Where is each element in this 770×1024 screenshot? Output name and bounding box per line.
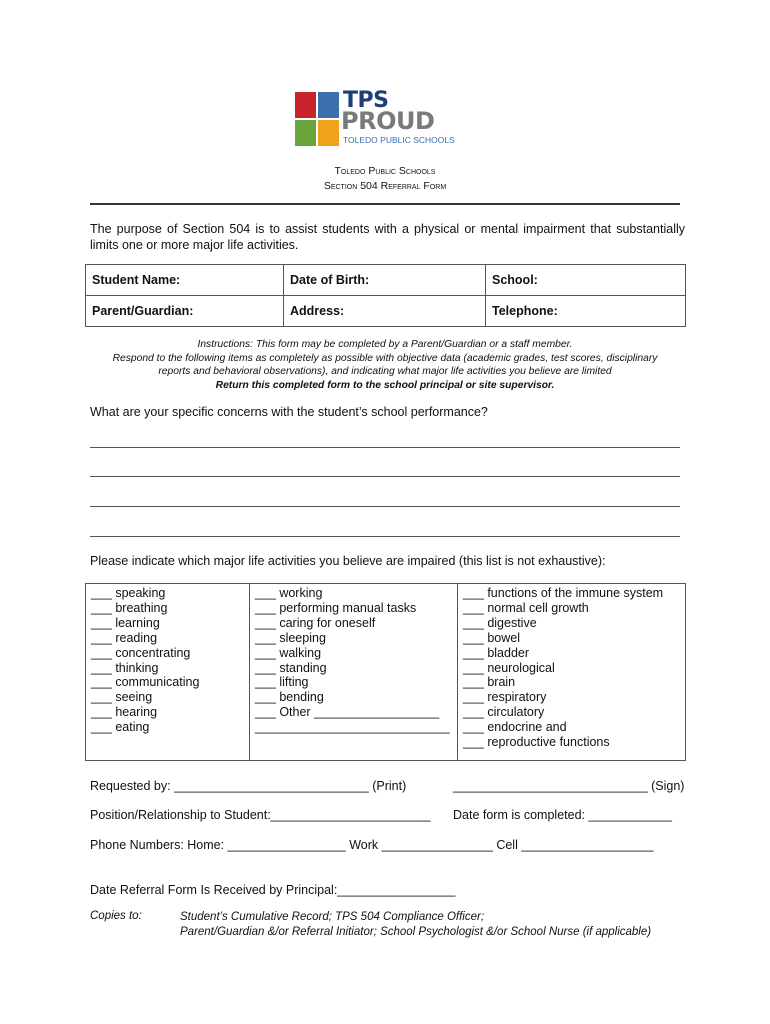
logo-text-tps: TPS xyxy=(343,88,389,113)
activity-item[interactable]: ___ bending xyxy=(255,690,324,705)
activity-item[interactable]: ___ reading xyxy=(91,630,158,645)
logo-tiles xyxy=(295,92,339,146)
concerns-answer-line[interactable] xyxy=(90,536,680,537)
logo-tagline: TOLEDO PUBLIC SCHOOLS xyxy=(343,135,455,145)
student-info-table xyxy=(85,264,686,327)
date-of-birth-field[interactable]: Date of Birth: xyxy=(284,265,486,296)
activity-item[interactable]: ___ bowel xyxy=(463,630,520,645)
activity-item[interactable]: ___ bladder xyxy=(463,645,530,660)
purpose-statement: The purpose of Section 504 is to assist students with a physical or mental impairment that substantially limits one or more major life activities. xyxy=(90,222,685,252)
activity-item[interactable]: ___ walking xyxy=(255,645,322,660)
activity-item[interactable]: ___ communicating xyxy=(91,675,200,690)
concerns-question: What are your specific concerns with the student’s school performance? xyxy=(90,405,488,419)
activity-item[interactable]: ___ sleeping xyxy=(255,630,326,645)
logo-tile-red xyxy=(295,92,316,118)
school-field[interactable]: School: xyxy=(486,265,686,296)
life-activities-box xyxy=(85,583,686,761)
activity-item[interactable]: ___ respiratory xyxy=(463,690,547,705)
activity-item[interactable]: ___ concentrating xyxy=(91,645,191,660)
instructions-line: Instructions: This form may be completed by a Parent/Guardian or a staff member. xyxy=(197,339,573,350)
activity-item[interactable]: ___ performing manual tasks xyxy=(255,600,417,615)
activity-item[interactable]: ___ functions of the immune system xyxy=(463,586,664,600)
logo-tile-orange xyxy=(318,120,339,146)
activity-item[interactable]: ___ eating xyxy=(91,720,150,735)
activities-column-2 xyxy=(250,584,458,760)
concerns-answer-line[interactable] xyxy=(90,447,680,448)
concerns-answer-line[interactable] xyxy=(90,506,680,507)
activity-item[interactable]: ___ neurological xyxy=(463,660,555,675)
requested-by-field[interactable]: Requested by: ____________________________ (Print) xyxy=(90,779,407,793)
activity-item[interactable]: ___ working xyxy=(255,586,323,600)
signature-field[interactable]: ____________________________ (Sign) xyxy=(453,779,685,793)
activity-item[interactable]: ___ hearing xyxy=(91,705,158,720)
activity-item[interactable]: ___ thinking xyxy=(91,660,159,675)
concerns-answer-line[interactable] xyxy=(90,476,680,477)
activities-column-1 xyxy=(86,584,250,760)
copies-line: Parent/Guardian &/or Referral Initiator; School Psychologist &/or School Nurse (if applicable) xyxy=(180,926,652,938)
date-received-field[interactable]: Date Referral Form Is Received by Principal:_________________ xyxy=(90,883,456,897)
form-title-name: Section 504 Referral Form xyxy=(323,180,447,192)
activity-item[interactable]: ___ breathing xyxy=(91,600,168,615)
activity-item[interactable]: ___ learning xyxy=(91,615,160,630)
tps-proud-logo xyxy=(295,90,480,148)
activity-other-line[interactable]: ____________________________ xyxy=(255,720,450,735)
copies-label: Copies to: xyxy=(90,910,142,922)
title-divider xyxy=(90,203,680,205)
copies-line: Student’s Cumulative Record; TPS 504 Compliance Officer; xyxy=(180,911,485,923)
phone-numbers-field[interactable]: Phone Numbers: Home: _________________ Work ________________ Cell ___________________ xyxy=(90,838,654,852)
instructions-return-line: Return this completed form to the school principal or site supervisor. xyxy=(215,379,555,391)
telephone-field[interactable]: Telephone: xyxy=(486,296,686,327)
logo-tile-green xyxy=(295,120,316,146)
activity-item[interactable]: ___ brain xyxy=(463,675,516,690)
activities-column-3 xyxy=(458,584,686,760)
activity-item[interactable]: ___ digestive xyxy=(463,615,537,630)
activity-item[interactable]: ___ seeing xyxy=(91,690,153,705)
life-activities-question: Please indicate which major life activities you believe are impaired (this list is not exhaustive): xyxy=(90,554,606,568)
address-field[interactable]: Address: xyxy=(284,296,486,327)
activity-other-item[interactable]: ___ Other __________________ xyxy=(255,705,440,720)
table-row xyxy=(86,296,686,327)
activity-item[interactable]: ___ endocrine and xyxy=(463,720,567,735)
instructions-line: Respond to the following items as completely as possible with objective data (academic grades, test scores, disciplinary xyxy=(112,352,658,364)
logo-text-proud: PROUD xyxy=(341,107,435,135)
activity-item[interactable]: ___ circulatory xyxy=(463,705,545,720)
table-row xyxy=(86,265,686,296)
activity-item[interactable]: ___ standing xyxy=(255,660,327,675)
parent-guardian-field[interactable]: Parent/Guardian: xyxy=(86,296,284,327)
logo-tile-blue xyxy=(318,92,339,118)
activity-item[interactable]: ___ lifting xyxy=(255,675,309,690)
form-title-school: Toledo Public Schools xyxy=(334,165,436,177)
instructions-line: reports and behavioral observations), and indicating what major life activities you believe are limited xyxy=(158,366,612,377)
activity-item[interactable]: ___ normal cell growth xyxy=(463,600,589,615)
activity-item[interactable]: ___ speaking xyxy=(91,586,166,600)
date-completed-field[interactable]: Date form is completed: ____________ xyxy=(453,808,672,822)
instructions-block xyxy=(80,338,690,392)
student-name-field[interactable]: Student Name: xyxy=(86,265,284,296)
activity-item[interactable]: ___ reproductive functions xyxy=(463,735,610,750)
activity-item[interactable]: ___ caring for oneself xyxy=(255,615,376,630)
copies-recipients xyxy=(180,910,651,940)
position-relationship-field[interactable]: Position/Relationship to Student:_______________________ xyxy=(90,808,431,822)
